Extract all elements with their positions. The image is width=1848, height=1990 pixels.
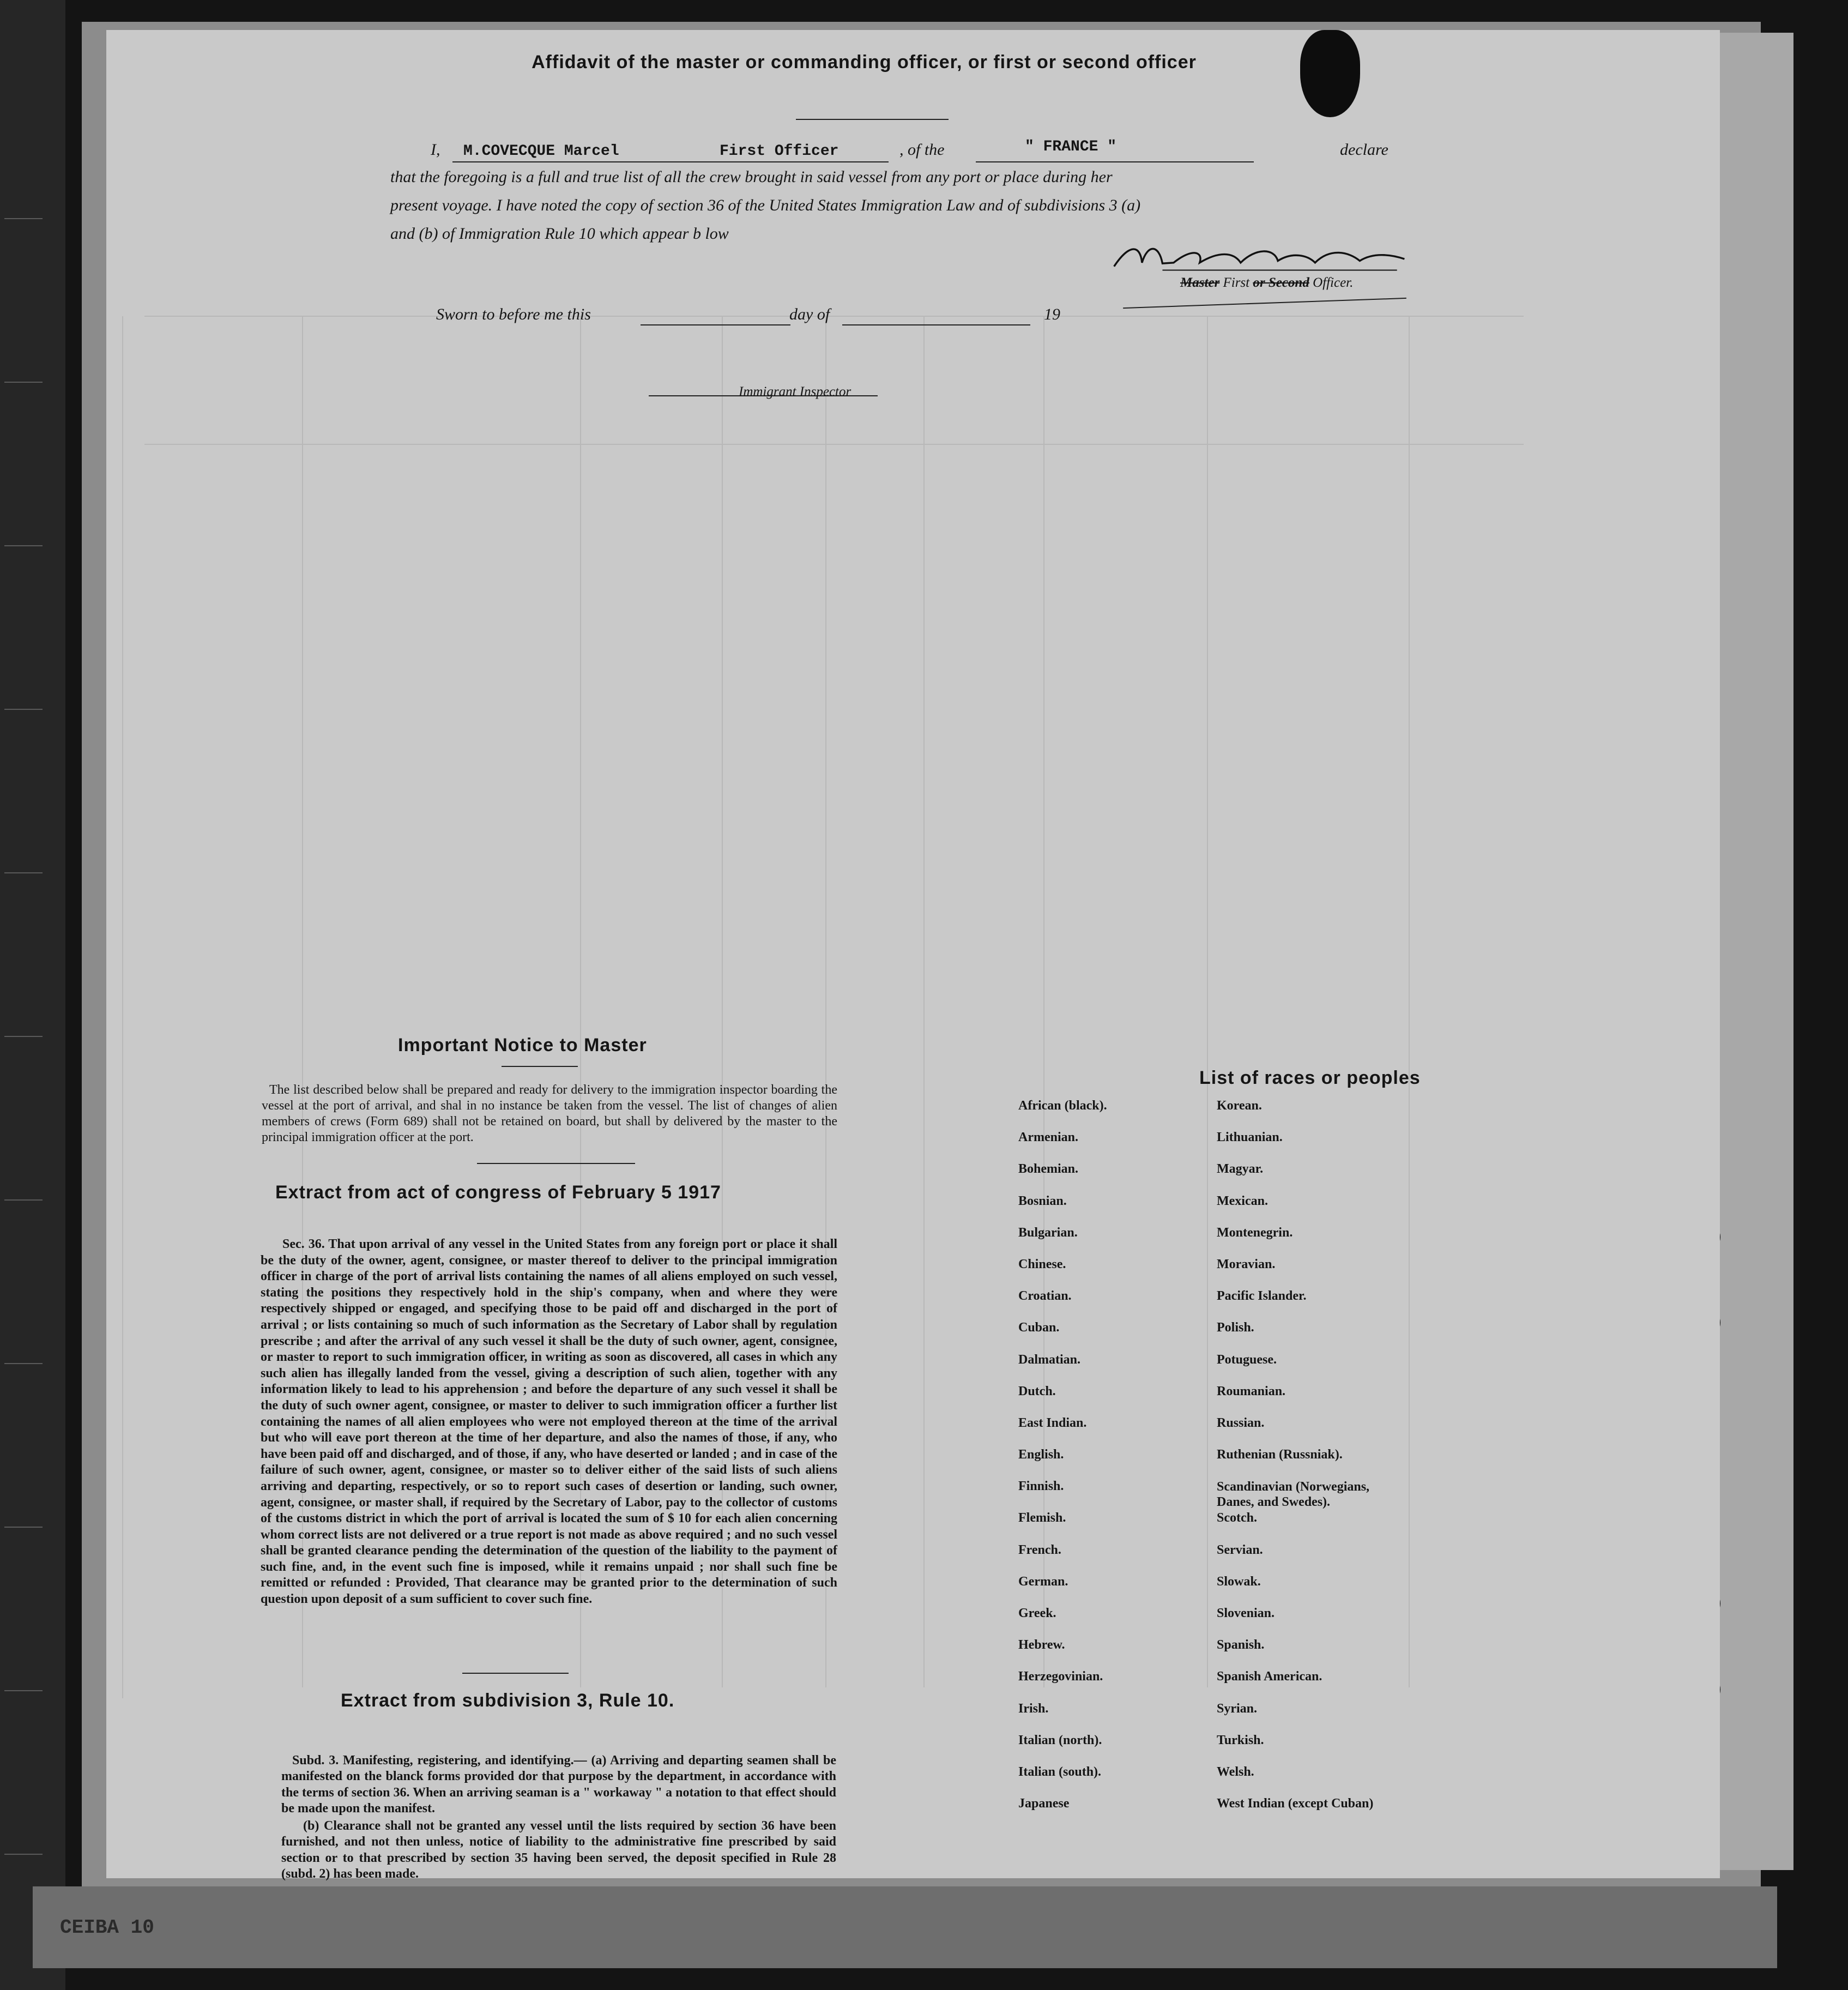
- race-item: East Indian.: [1018, 1415, 1087, 1430]
- race-item: Moravian.: [1217, 1257, 1276, 1271]
- race-item: Slovenian.: [1217, 1606, 1275, 1620]
- race-item: Flemish.: [1018, 1511, 1066, 1525]
- sworn-year-label: 19: [1044, 305, 1060, 323]
- officer-label: Officer.: [1313, 275, 1354, 290]
- race-item: German.: [1018, 1574, 1068, 1589]
- race-item: Scandinavian (Norwegians, Danes, and Swedes).: [1217, 1480, 1370, 1510]
- sworn-day-line: [641, 324, 790, 325]
- signature-caption: [1180, 275, 1353, 291]
- affidavit-line-4: and (b) of Immigration Rule 10 which appear b low: [390, 225, 729, 243]
- race-item: Armenian.: [1018, 1130, 1078, 1145]
- race-item: Slowak.: [1217, 1574, 1261, 1589]
- race-item: Spanish American.: [1217, 1669, 1322, 1684]
- race-item: Polish.: [1217, 1320, 1254, 1335]
- race-item: Italian (north).: [1018, 1733, 1102, 1747]
- race-item: African (black).: [1018, 1099, 1107, 1113]
- officer-name: M.COVECQUE Marcel: [463, 143, 619, 160]
- title-rule: [796, 119, 949, 120]
- notice-title: Important Notice to Master: [398, 1035, 647, 1056]
- race-item: Herzegovinian.: [1018, 1669, 1103, 1684]
- vessel-fill-line: [976, 161, 1254, 162]
- struck-master: Master: [1180, 275, 1220, 290]
- race-item: Russian.: [1217, 1415, 1265, 1430]
- race-item: Italian (south).: [1018, 1764, 1102, 1779]
- race-item: Bosnian.: [1018, 1193, 1067, 1208]
- notice-divider: [477, 1163, 635, 1164]
- race-item: Cuban.: [1018, 1320, 1060, 1335]
- race-item: French.: [1018, 1542, 1061, 1557]
- race-item: Chinese.: [1018, 1257, 1066, 1271]
- race-item: Welsh.: [1217, 1764, 1254, 1779]
- race-item: Pacific Islander.: [1217, 1289, 1307, 1304]
- act-text: Sec. 36. That upon arrival of any vessel in the United States from any foreign port or place it shall be the duty of the owner, agent, consignee, or master thereof to deliver to the principal immigration officer in charge of the port of arrival lists containing the names of all aliens employed on such vessel, stating the positions they respectively hold in the ship's company, when and where they were respectively shipped or engaged, and specifying those to be paid off and discharged in the port of arrival ; or lists containing so much of such information as the Secretary of Labor shall by regulation prescribe ; and after the arrival of any such vessel it shall be the duty of such owner, agent, consignee, or master to report to such immigration officer, in writing as soon as discovered, all cases in which any such alien has illegally landed from the vessel, giving a description of such alien, together with any information likely to lead to his apprehension ; and before the departure of any such vessel it shall be the duty of such owner agent, consignee, or master to deliver to such immigration officer a further list containing the names of all alien employees who were not employed thereon at the time of the arrival but who will eave port thereon at the time of her departure, and also the names of those, if any, who have been paid off and discharged, and of those, if any, who have deserted or landed ; and in case of the failure of such owner, agent, consignee, or master so to deliver either of the said lists of such aliens arriving and departing, respectively, or so to report such cases of desertion or landing, such owner, agent, consignee, or master shall, if required by the Secretary of Labor, pay to the collector of customs of the customs district in which the port of arrival is located the sum of $ 10 for each alien concerning whom correct lists are not delivered or a true report is not made as above required ; and no such vessel shall be granted clearance pending the determination of the question of the liability to the payment of such fine, and, in the event such fine is imposed, while it remains unpaid ; nor shall such fine be remitted or refunded : Provided, That clearance may be granted prior to the determination of such question upon deposit of a sum sufficient to cover such fine.: [261, 1237, 837, 1607]
- race-item: Greek.: [1018, 1606, 1056, 1620]
- rule-title: Extract from subdivision 3, Rule 10.: [341, 1690, 675, 1711]
- race-item: Mexican.: [1217, 1193, 1268, 1208]
- declare-label: declare: [1340, 141, 1388, 159]
- race-item: Roumanian.: [1217, 1384, 1286, 1398]
- affidavit-line-1: [431, 141, 440, 159]
- race-item: Potuguese.: [1217, 1352, 1277, 1367]
- film-edge-strip: [0, 0, 65, 1990]
- race-item: Dalmatian.: [1018, 1352, 1080, 1367]
- affidavit-title: Affidavit of the master or commanding officer, or first or second officer: [532, 52, 1197, 73]
- act-divider: [462, 1673, 569, 1674]
- race-item: Turkish.: [1217, 1733, 1264, 1747]
- race-item: Magyar.: [1217, 1162, 1264, 1177]
- rule-text-a: Subd. 3. Manifesting, registering, and identifying.— (a) Arriving and departing seamen shall be manifested on the blanck forms provided dor that purpose by the department, in accordance with the terms of section 36. When an arriving seaman is a " workaway " a notation to that effect should be made upon the manifest.: [281, 1753, 836, 1816]
- sworn-month-line: [842, 324, 1030, 325]
- race-item: Bohemian.: [1018, 1162, 1079, 1177]
- of-the-label: , of the: [899, 141, 945, 159]
- first-label: First: [1223, 275, 1250, 290]
- race-item: Spanish.: [1217, 1638, 1265, 1653]
- notice-text: The list described below shall be prepared and ready for delivery to the immigration inspector boarding the vessel at the port of arrival, and shal in no instance be taken from the vessel. The list of changes of alien members of crews (Form 689) shall not be retained on board, but shall by delivered by the master to the principal immigration officer at the port.: [262, 1083, 837, 1144]
- vessel-name: " FRANCE ": [1025, 138, 1117, 155]
- race-item: Irish.: [1018, 1701, 1049, 1716]
- race-item: Korean.: [1217, 1099, 1262, 1113]
- race-item: Finnish.: [1018, 1479, 1064, 1494]
- film-label: CEIBA 10: [60, 1916, 154, 1939]
- affidavit-line-2: that the foregoing is a full and true list of all the crew brought in said vessel from any port or place during her: [390, 168, 1113, 186]
- race-item: Croatian.: [1018, 1289, 1072, 1304]
- sworn-day-label: day of: [789, 305, 830, 323]
- races-list: [1018, 1099, 1509, 1828]
- race-item: West Indian (except Cuban): [1217, 1796, 1374, 1811]
- rule-text-b: (b) Clearance shall not be granted any vessel until the lists required by section 36 have been furnished, and not then unless, notice of liability to the administrative fine prescribed by said section or to that prescribed by section 35 having been served, the deposit specified in Rule 28 (subd. 2) has been made.: [281, 1819, 836, 1881]
- race-item: Dutch.: [1018, 1384, 1056, 1398]
- affidavit-line-3: present voyage. I have noted the copy of section 36 of the United States Immigration Law and of subdivisions 3 (a): [390, 196, 1141, 214]
- sworn-text: Sworn to before me this: [436, 305, 591, 323]
- race-item: Scotch.: [1217, 1511, 1257, 1525]
- race-item: Lithuanian.: [1217, 1130, 1283, 1145]
- race-item: English.: [1018, 1448, 1064, 1462]
- struck-second: or Second: [1253, 275, 1309, 290]
- race-item: Ruthenian (Russniak).: [1217, 1448, 1343, 1462]
- inspector-label: Immigrant Inspector: [739, 384, 851, 399]
- handwritten-signature: [1107, 240, 1412, 278]
- race-item: Hebrew.: [1018, 1638, 1065, 1653]
- race-item: Servian.: [1217, 1542, 1263, 1557]
- race-item: Japanese: [1018, 1796, 1070, 1811]
- races-title: List of races or peoples: [1199, 1068, 1421, 1088]
- pronoun: I,: [431, 141, 440, 159]
- race-item: Bulgarian.: [1018, 1225, 1078, 1240]
- wax-seal-mark: [1300, 30, 1360, 117]
- page-edge-bottom: [33, 1886, 1777, 1968]
- act-title: Extract from act of congress of February 5 1917: [275, 1182, 721, 1203]
- race-item: Montenegrin.: [1217, 1225, 1293, 1240]
- notice-title-rule: [502, 1066, 578, 1067]
- race-item: Syrian.: [1217, 1701, 1258, 1716]
- officer-rank: First Officer: [720, 143, 839, 160]
- name-fill-line: [452, 161, 889, 162]
